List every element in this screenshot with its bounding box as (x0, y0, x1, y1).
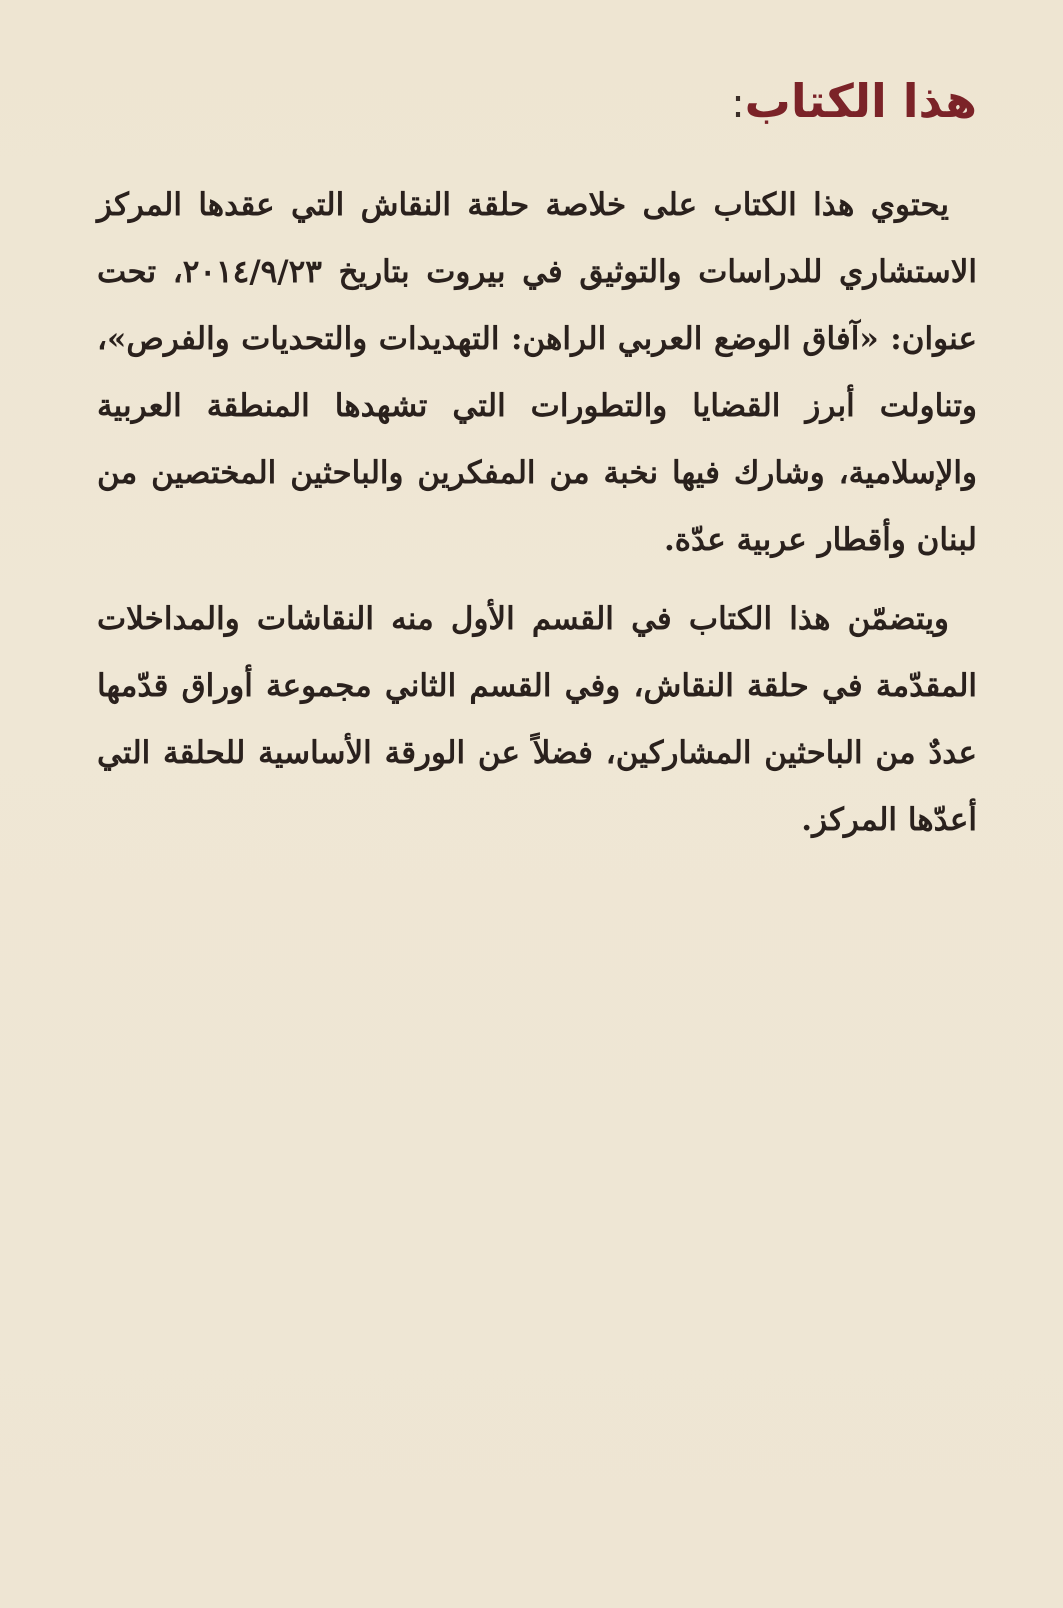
book-description (97, 172, 977, 866)
book-heading: هذا الكتاب (744, 74, 977, 128)
heading-colon: : (731, 81, 745, 127)
description-paragraph-1: يحتوي هذا الكتاب على خلاصة حلقة النقاش التي عقدها المركز الاستشاري للدراسات والتوثيق في بيروت بتاريخ ٢٠١٤/٩/٢٣، تحت عنوان: «آفاق الوضع العربي الراهن: التهديدات والتحديات والفرص»، وتناولت أبرز القضايا والتطورات التي تشهدها المنطقة العربية والإسلامية، وشارك فيها نخبة من المفكرين والباحثين المختصين من لبنان وأقطار عربية عدّة. (97, 187, 977, 558)
heading-row (97, 70, 977, 135)
description-paragraph-2: ويتضمّن هذا الكتاب في القسم الأول منه النقاشات والمداخلات المقدّمة في حلقة النقاش، وفي القسم الثاني مجموعة أوراق قدّمها عددٌ من الباحثين المشاركين، فضلاً عن الورقة الأساسية للحلقة التي أعدّها المركز. (97, 601, 977, 838)
